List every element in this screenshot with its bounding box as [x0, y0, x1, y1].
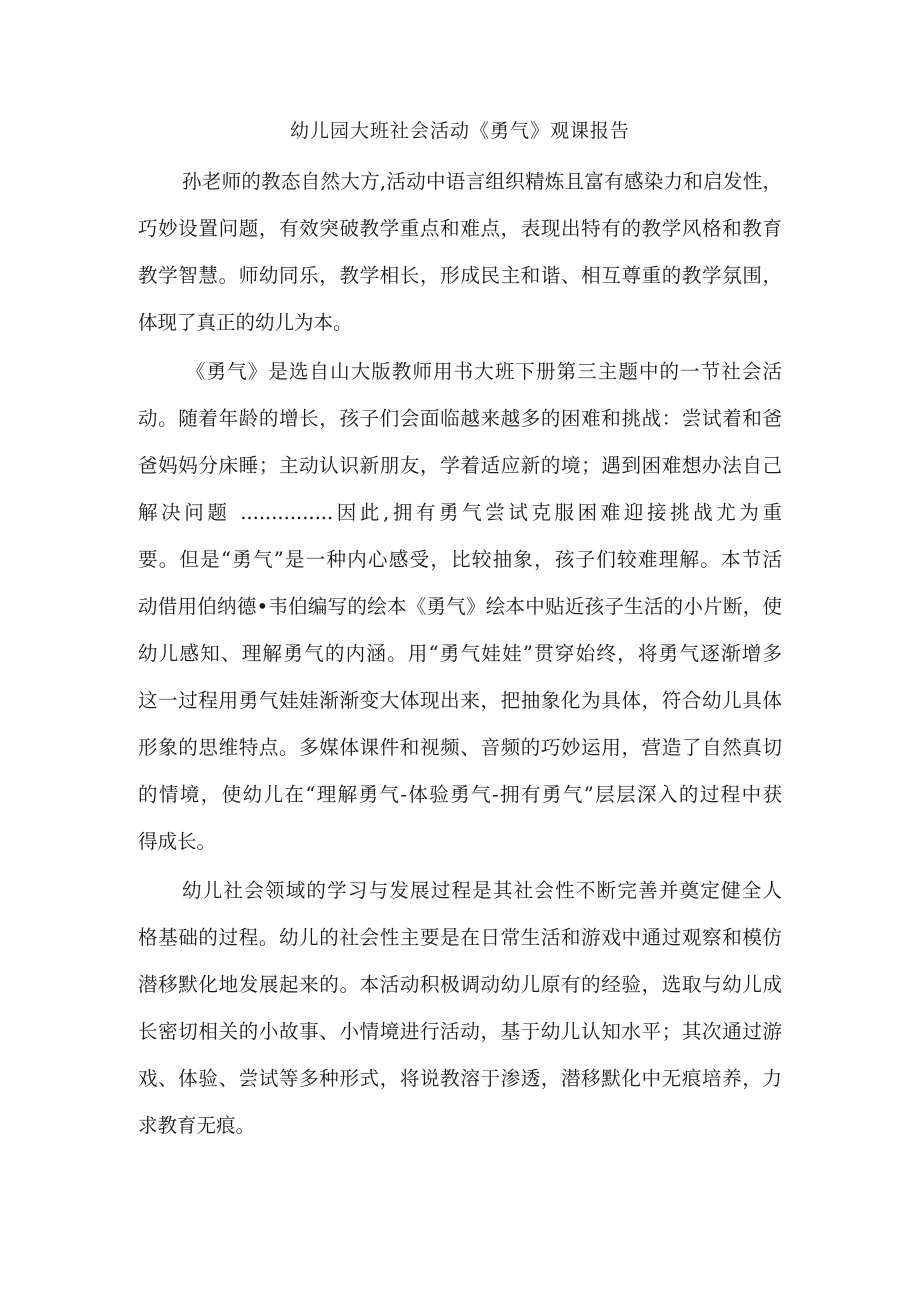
paragraph-2-line-8: 这一过程用勇气娃娃渐渐变大体现出来，把抽象化为具体，符合幼儿具体	[138, 689, 782, 712]
paragraph-2-line-2: 动。随着年龄的增长，孩子们会面临越来越多的困难和挑战：尝试着和爸	[138, 407, 782, 430]
paragraph-2-line-11: 得成长。	[138, 830, 217, 853]
paragraph-2-line-7: 幼儿感知、理解勇气的内涵。用“勇气娃娃”贯穿始终，将勇气逐渐增多	[138, 642, 782, 665]
paragraph-3-line-5: 戏、体验、尝试等多种形式，将说教溶于渗透，潜移默化中无痕培养，力	[138, 1067, 782, 1090]
paragraph-3-line-1: 幼儿社会领域的学习与发展过程是其社会性不断完善并奠定健全人	[182, 879, 782, 902]
paragraph-2-line-6: 动借用伯纳德•韦伯编写的绘本《勇气》绘本中贴近孩子生活的小片断，使	[138, 595, 782, 618]
paragraph-3-line-6: 求教育无痕。	[138, 1114, 256, 1137]
paragraph-3-line-4: 长密切相关的小故事、小情境进行活动，基于幼儿认知水平；其次通过游	[138, 1020, 782, 1043]
paragraph-1-line-3: 教学智慧。师幼同乐，教学相长，形成民主和谐、相互尊重的教学氛围，	[138, 264, 782, 287]
paragraph-2-line-10: 的情境，使幼儿在“理解勇气-体验勇气-拥有勇气”层层深入的过程中获	[138, 783, 782, 806]
paragraph-2-line-3: 爸妈妈分床睡；主动认识新朋友，学着适应新的境；遇到困难想办法自己	[138, 454, 782, 477]
paragraph-1-line-1: 孙老师的教态自然大方,活动中语言组织精炼且富有感染力和启发性，	[182, 170, 782, 193]
paragraph-1-line-2: 巧妙设置问题，有效突破教学重点和难点，表现出特有的教学风格和教育	[138, 217, 782, 240]
paragraph-1-line-4: 体现了真正的幼儿为本。	[138, 311, 353, 334]
paragraph-2-line-1: 《勇气》是选自山大版教师用书大班下册第三主题中的一节社会活	[186, 360, 782, 383]
document-title: 幼儿园大班社会活动《勇气》观课报告	[289, 120, 630, 142]
paragraph-3-line-2: 格基础的过程。幼儿的社会性主要是在日常生活和游戏中通过观察和模仿	[138, 926, 782, 949]
paragraph-2-line-9: 形象的思维特点。多媒体课件和视频、音频的巧妙运用，营造了自然真切	[138, 736, 782, 759]
paragraph-3-line-3: 潜移默化地发展起来的。本活动积极调动幼儿原有的经验，选取与幼儿成	[138, 973, 782, 996]
paragraph-2-line-5: 要。但是“勇气”是一种内心感受，比较抽象，孩子们较难理解。本节活	[138, 548, 782, 571]
paragraph-2-line-4: 解决问题 ...............因此,拥有勇气尝试克服困难迎接挑战尤为重	[138, 501, 782, 524]
